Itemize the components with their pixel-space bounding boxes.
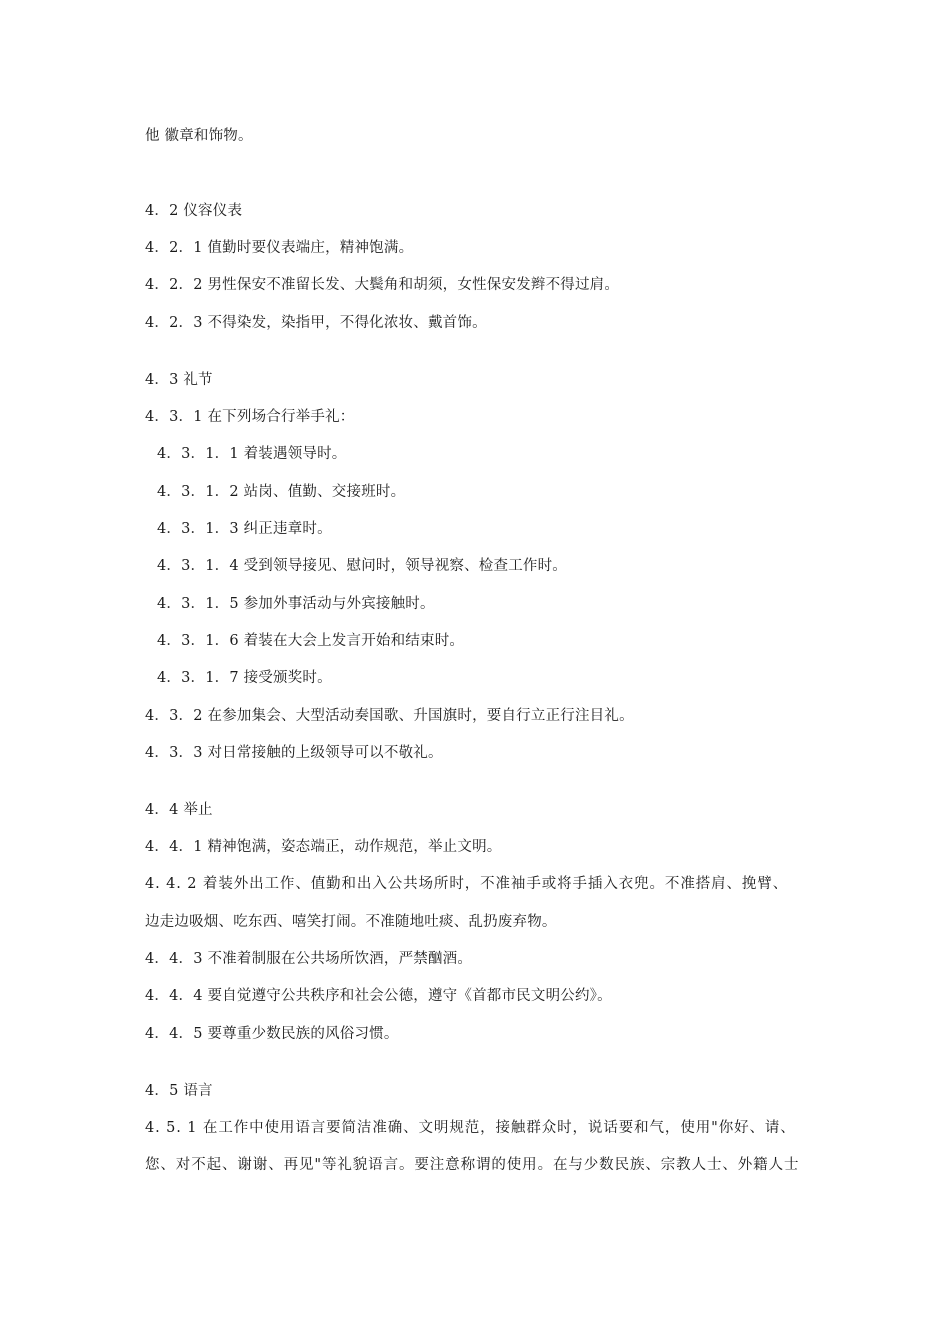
- clause: 4．4．3 不准着制服在公共场所饮酒，严禁酗酒。: [145, 951, 473, 967]
- sub-clause: 4．3．1．4 受到领导接见、慰问时，领导视察、检查工作时。: [157, 558, 568, 574]
- clause: 4. 4. 2 着装外出工作、值勤和出入公共场所时，不准袖手或将手插入衣兜。不准搭肩、挽臂、: [145, 876, 789, 892]
- section-heading: 4．4 举止: [145, 802, 213, 818]
- section-heading: 4．2 仪容仪表: [145, 203, 243, 219]
- clause: 4．3．2 在参加集会、大型活动奏国歌、升国旗时，要自行立正行注目礼。: [145, 708, 634, 724]
- clause-continuation: 边走边吸烟、吃东西、嘻笑打闹。不准随地吐痰、乱扔废弃物。: [145, 914, 557, 930]
- sub-clause: 4．3．1．5 参加外事活动与外宾接触时。: [157, 596, 435, 612]
- sub-clause: 4．3．1．1 着装遇领导时。: [157, 446, 347, 462]
- sub-clause: 4．3．1．2 站岗、值勤、交接班时。: [157, 484, 406, 500]
- clause: 4．2．3 不得染发，染指甲，不得化浓妆、戴首饰。: [145, 315, 487, 331]
- clause: 4．4．1 精神饱满，姿态端正，动作规范，举止文明。: [145, 839, 502, 855]
- section-heading: 4．5 语言: [145, 1083, 213, 1099]
- sub-clause: 4．3．1．3 纠正违章时。: [157, 521, 332, 537]
- clause-continuation: 您、对不起、谢谢、再见"等礼貌语言。要注意称谓的使用。在与少数民族、宗教人士、外籍人士: [145, 1157, 800, 1173]
- clause: 4．4．4 要自觉遵守公共秩序和社会公德，遵守《首都市民文明公约》。: [145, 988, 612, 1004]
- section-heading: 4．3 礼节: [145, 372, 213, 388]
- text-line: 他 徽章和饰物。: [145, 128, 253, 144]
- clause: 4. 5. 1 在工作中使用语言要简洁准确、文明规范，接触群众时，说话要和气，使用"你好、请、: [145, 1120, 796, 1136]
- clause: 4．3．1 在下列场合行举手礼：: [145, 409, 355, 425]
- sub-clause: 4．3．1．7 接受颁奖时。: [157, 670, 332, 686]
- clause: 4．3．3 对日常接触的上级领导可以不敬礼。: [145, 745, 443, 761]
- sub-clause: 4．3．1．6 着装在大会上发言开始和结束时。: [157, 633, 465, 649]
- clause: 4．4．5 要尊重少数民族的风俗习惯。: [145, 1026, 399, 1042]
- clause: 4．2．2 男性保安不准留长发、大鬓角和胡须，女性保安发辫不得过肩。: [145, 277, 620, 293]
- clause: 4．2．1 值勤时要仪表端庄，精神饱满。: [145, 240, 414, 256]
